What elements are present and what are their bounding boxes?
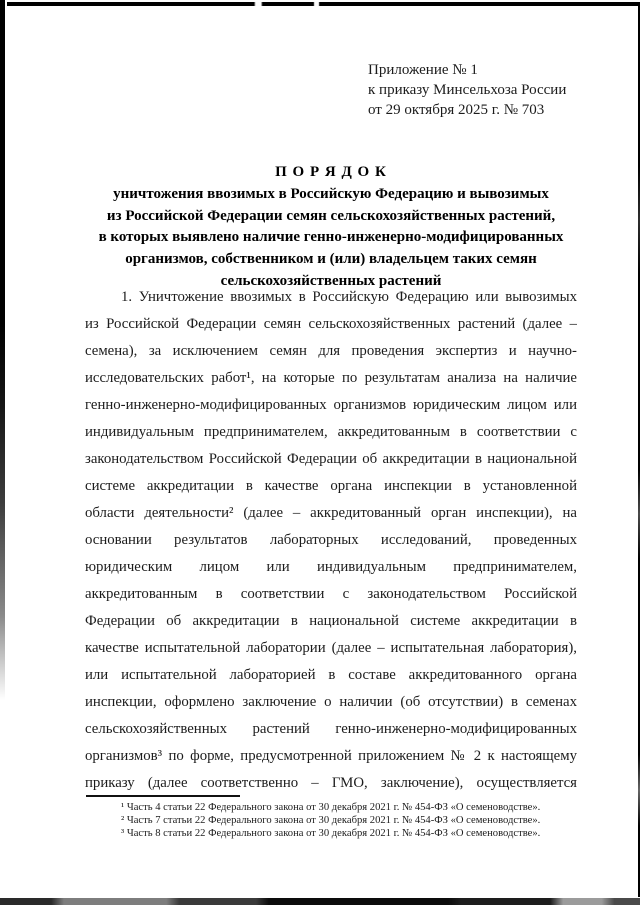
body-line: из Российской Федерации семян сельскохозяйственных растений (далее – <box>85 316 577 332</box>
annex-line-2: к приказу Минсельхоза России <box>368 82 567 98</box>
annex-line-1: Приложение № 1 <box>368 62 478 78</box>
footnote-1: ¹ Часть 4 статьи 22 Федерального закона от 30 декабря 2021 г. № 454-ФЗ «О семеноводстве». <box>121 802 541 813</box>
scan-artifact-top-edge <box>7 2 640 6</box>
body-line: законодательством Российской Федерации об аккредитации в национальной <box>85 451 577 467</box>
body-line: области деятельности² (далее – аккредитованный орган инспекции), на <box>85 505 577 521</box>
scan-artifact-left-edge <box>0 0 5 700</box>
title-line: из Российской Федерации семян сельскохозяйственных растений, <box>106 207 556 224</box>
document-title <box>85 162 577 293</box>
body-line: или испытательной лабораторией в составе аккредитованного органа <box>85 667 577 683</box>
title-heading: П О Р Я Д О К <box>275 164 387 180</box>
title-line: сельскохозяйственных растений <box>220 272 442 289</box>
annex-header <box>368 60 566 120</box>
title-line: в которых выявлено наличие генно-инженерно-модифицированных <box>98 229 564 246</box>
body-line: 1. Уничтожение ввозимых в Российскую Федерацию или вывозимых <box>121 289 577 305</box>
body-line: семена), за исключением семян для проведения экспертиз и научно- <box>85 343 577 359</box>
body-line: генно-инженерно-модифицированных организмов юридическим лицом или <box>85 397 577 413</box>
title-line: уничтожения ввозимых в Российскую Федерацию и вывозимых <box>113 185 549 202</box>
body-line: организмов³ по форме, предусмотренной приложением № 2 к настоящему <box>85 748 577 764</box>
body-line: юридическим лицом или индивидуальным предпринимателем, <box>85 559 577 575</box>
body-line: Федерации об аккредитации в национальной системе аккредитации в <box>85 613 577 629</box>
paragraph-1 <box>85 284 577 797</box>
body-line: исследовательских работ¹, на которые по результатам анализа на наличие <box>85 370 577 386</box>
body-line: инспекции, оформлено заключение о наличии (об отсутствии) в семенах <box>85 694 577 710</box>
footnotes <box>85 801 595 841</box>
body-line: приказу (далее соответственно – ГМО, заключение), осуществляется <box>85 775 577 791</box>
scan-artifact-bottom-edge <box>0 898 640 905</box>
body-line: основании результатов лабораторных исследований, проведенных <box>85 532 577 548</box>
footnote-separator <box>86 795 240 797</box>
title-line: организмов, собственником и (или) владельцем таких семян <box>125 251 537 268</box>
footnote-3: ³ Часть 8 статьи 22 Федерального закона от 30 декабря 2021 г. № 454-ФЗ «О семеноводстве». <box>121 828 541 840</box>
body-line: системе аккредитации в качестве органа инспекции в установленной <box>85 478 577 494</box>
body-line: аккредитованным в соответствии с законодательством Российской <box>85 586 577 602</box>
annex-line-3: от 29 октября 2025 г. № 703 <box>368 102 545 118</box>
body-line: качестве испытательной лаборатории (далее – испытательная лаборатория), <box>85 640 577 656</box>
footnote-2: ² Часть 7 статьи 22 Федерального закона от 30 декабря 2021 г. № 454-ФЗ «О семеноводстве». <box>121 815 541 827</box>
body-line: сельскохозяйственных растений генно-инженерно-модифицированных <box>85 721 577 737</box>
body-line: индивидуальным предпринимателем, аккредитованным в соответствии с <box>85 424 577 440</box>
